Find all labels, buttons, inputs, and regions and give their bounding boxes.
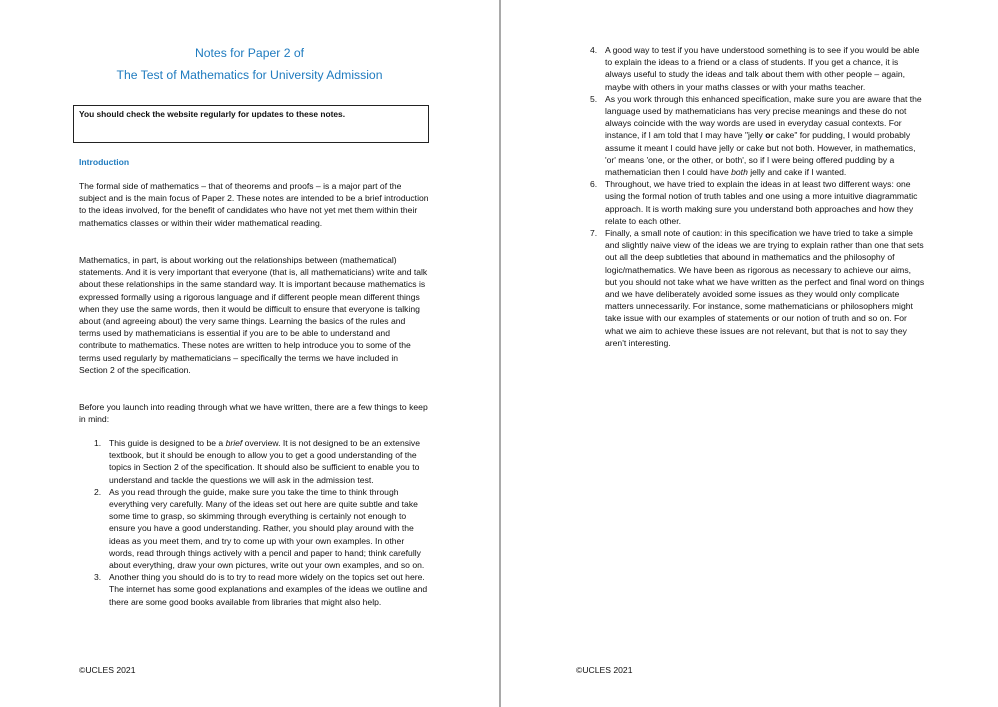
title-line-2: The Test of Mathematics for University Admission — [116, 68, 383, 82]
list-item: 1. This guide is designed to be a brief overview. It is not designed to be an extensive textbook, but it should be enough to allow you to get a good understanding of the topics in Section 2 of the specification. It should also be sufficient to enable you to understand and tackle the questions we will ask in the admission test. — [94, 438, 421, 485]
page-footer-copyright: ©UCLES 2021 — [576, 665, 633, 675]
list-number: 5. — [590, 93, 598, 104]
title-line-1: Notes for Paper 2 of — [194, 46, 305, 60]
list-item: 6. Throughout, we have tried to explain the ideas in at least two different ways: one using the formal notion of truth tables and one using a more intuitive diagrammatic approach. It is worth making sure you understand both approaches and how they relate to each other. — [590, 179, 918, 226]
guidance-list-right — [590, 44, 925, 349]
list-item: 5. As you work through this enhanced specification, make sure you are aware that the language used by mathematicians has very precise meanings and these do not always coincide with the way words are used in everyday casual contexts. For instance, if I am told that I may have "jelly or cake" for pudding, I would probably assume it meant I could have jelly or cake but not both. However, in mathematics, 'or' means 'one, or the other, or both', so if I were being offered pudding by a mathematician then I could have both jelly and cake if I wanted. — [590, 93, 922, 178]
list-number: 7. — [590, 228, 598, 239]
page-footer-copyright: ©UCLES 2021 — [79, 665, 136, 675]
list-item: 4. A good way to test if you have understood something is to see if you would be able to explain the ideas to a friend or a class of students. If you get a chance, it is always useful to study the ideas and talk about them with other people – again, maybe with others in your maths classes or with your maths teacher. — [590, 45, 920, 92]
page-right — [501, 0, 998, 707]
list-number: 4. — [590, 45, 598, 55]
list-item: 7. Finally, a small note of caution: in this specification we have tried to take a simple and slightly naive view of the ideas we are trying to explain rather than one that sets out all the deep subtleties that abound in mathematics and the philosophy of logic/mathematics. We have been as rigorous as necessary to achieve our aims, but you should not take what we have written as the perfect and final word on things and we have deliberately avoided some issues as they would only complicate matters unnecessarily. For instance, some mathematicians or philosophers might take issue with our examples of statements or our notion of truth and so on. For what we aim to achieve these issues are not relevant, but that is not to say they aren't interesting. — [590, 228, 925, 348]
update-notice-box: You should check the website regularly for updates to these notes. — [73, 105, 429, 143]
intro-paragraph-3: Before you launch into reading through what we have written, there are a few things to keep in mind: — [79, 402, 428, 425]
document-title — [0, 42, 499, 86]
guidance-list-left — [94, 437, 429, 608]
intro-paragraph-1: The formal side of mathematics – that of theorems and proofs – is a major part of the subject and is the main focus of Paper 2. These notes are intended to be a brief introduction to the ideas involved, for the benefit of candidates who have not yet met them within their mathematics classes or within their wider mathematical reading. — [79, 181, 429, 228]
list-item: 2. As you read through the guide, make sure you take the time to think through everything very carefully. Many of the ideas set out here are quite subtle and take some time to grasp, so skimming through everything is certainly not enough to ensure you have a good understanding. Rather, you should play around with the ideas as you meet them, and try to come up with your own examples. In other words, read through things actively with a pencil and paper to hand; think carefully about everything, draw your own pictures, write out your own examples, and so on. — [94, 486, 425, 571]
list-item: 3. Another thing you should do is to try to read more widely on the topics set out here. The internet has some good explanations and examples of the ideas we outline and there are some good books available from libraries that might also help. — [94, 572, 428, 607]
section-heading-introduction: Introduction — [79, 157, 130, 167]
list-number: 2. — [94, 486, 102, 497]
list-number: 1. — [94, 438, 102, 448]
intro-paragraph-2: Mathematics, in part, is about working out the relationships between (mathematical) statements. And it is very important that everyone (that is, all mathematicians) write and talk about these relationships in the same standard way. It is important because mathematics is expressed formally using a rigorous language and if different people mean different things when they use the same words, then it would be difficult to ensure that everyone is talking about (and agreeing about) the very same things. Learning the basics of the rules and terms used by mathematicians is essential if you are to be able to understand and contribute to mathematics. These notes are written to help introduce you to some of the terms used regularly by mathematicians – specifically the terms we have included in Section 2 of the specification. — [79, 255, 428, 375]
list-number: 6. — [590, 179, 598, 190]
list-number: 3. — [94, 572, 102, 583]
